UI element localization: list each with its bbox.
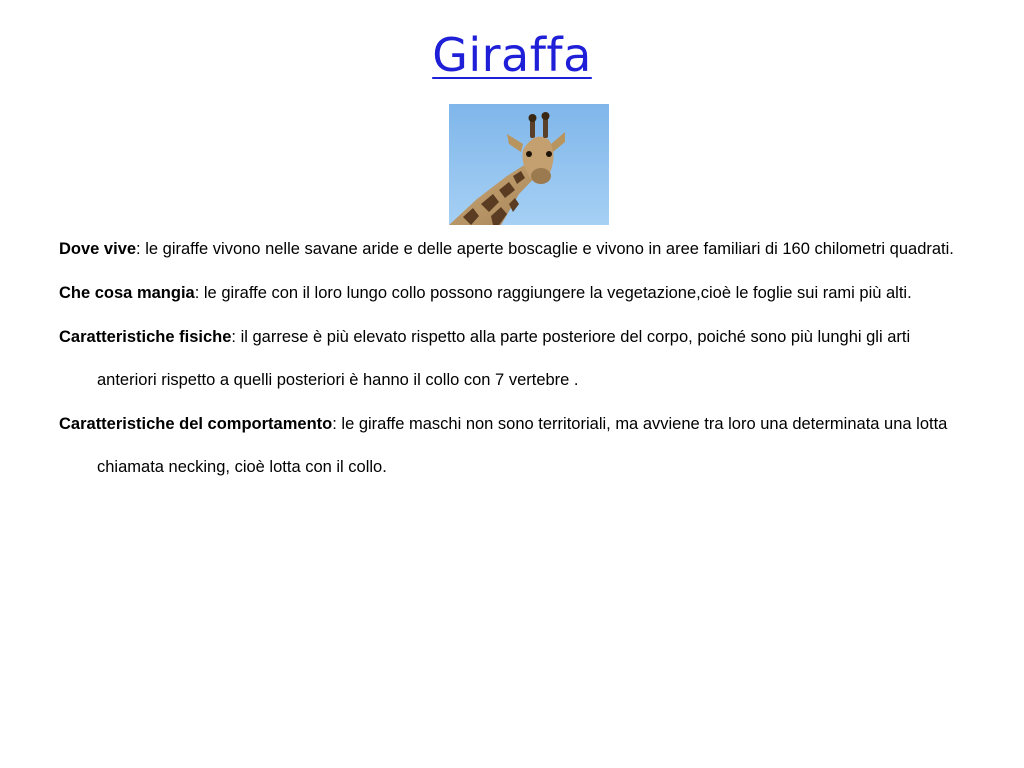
list-item-caratteristiche-comportamento: [59, 403, 974, 489]
item-label: Caratteristiche fisiche: [59, 328, 232, 346]
list-item-che-cosa-mangia: [59, 272, 974, 315]
content-list: [59, 228, 974, 490]
list-item-caratteristiche-fisiche: [59, 316, 974, 402]
title-link[interactable]: Giraffa: [432, 28, 592, 82]
list-item-dove-vive: [59, 228, 974, 271]
item-text: : le giraffe vivono nelle savane aride e delle aperte boscaglie e vivono in aree familiari di 160 chilometri quadrati.: [136, 240, 954, 258]
item-label: Che cosa mangia: [59, 284, 195, 302]
item-text: : le giraffe con il loro lungo collo possono raggiungere la vegetazione,cioè le foglie sui rami più alti.: [194, 284, 912, 302]
item-label: Dove vive: [59, 240, 137, 258]
giraffe-photo: [449, 104, 609, 225]
item-label: Caratteristiche del comportamento: [59, 415, 333, 433]
item-text: : il garrese è più elevato rispetto alla parte posteriore del corpo, poiché sono più lunghi gli arti anteriori rispetto a quelli posteriori è hanno il collo con 7 vertebre .: [97, 328, 911, 389]
item-text: : le giraffe maschi non sono territoriali, ma avviene tra loro una determinata una lotta chiamata necking, cioè lotta con il collo.: [97, 415, 948, 476]
slide-title: [0, 28, 1024, 82]
